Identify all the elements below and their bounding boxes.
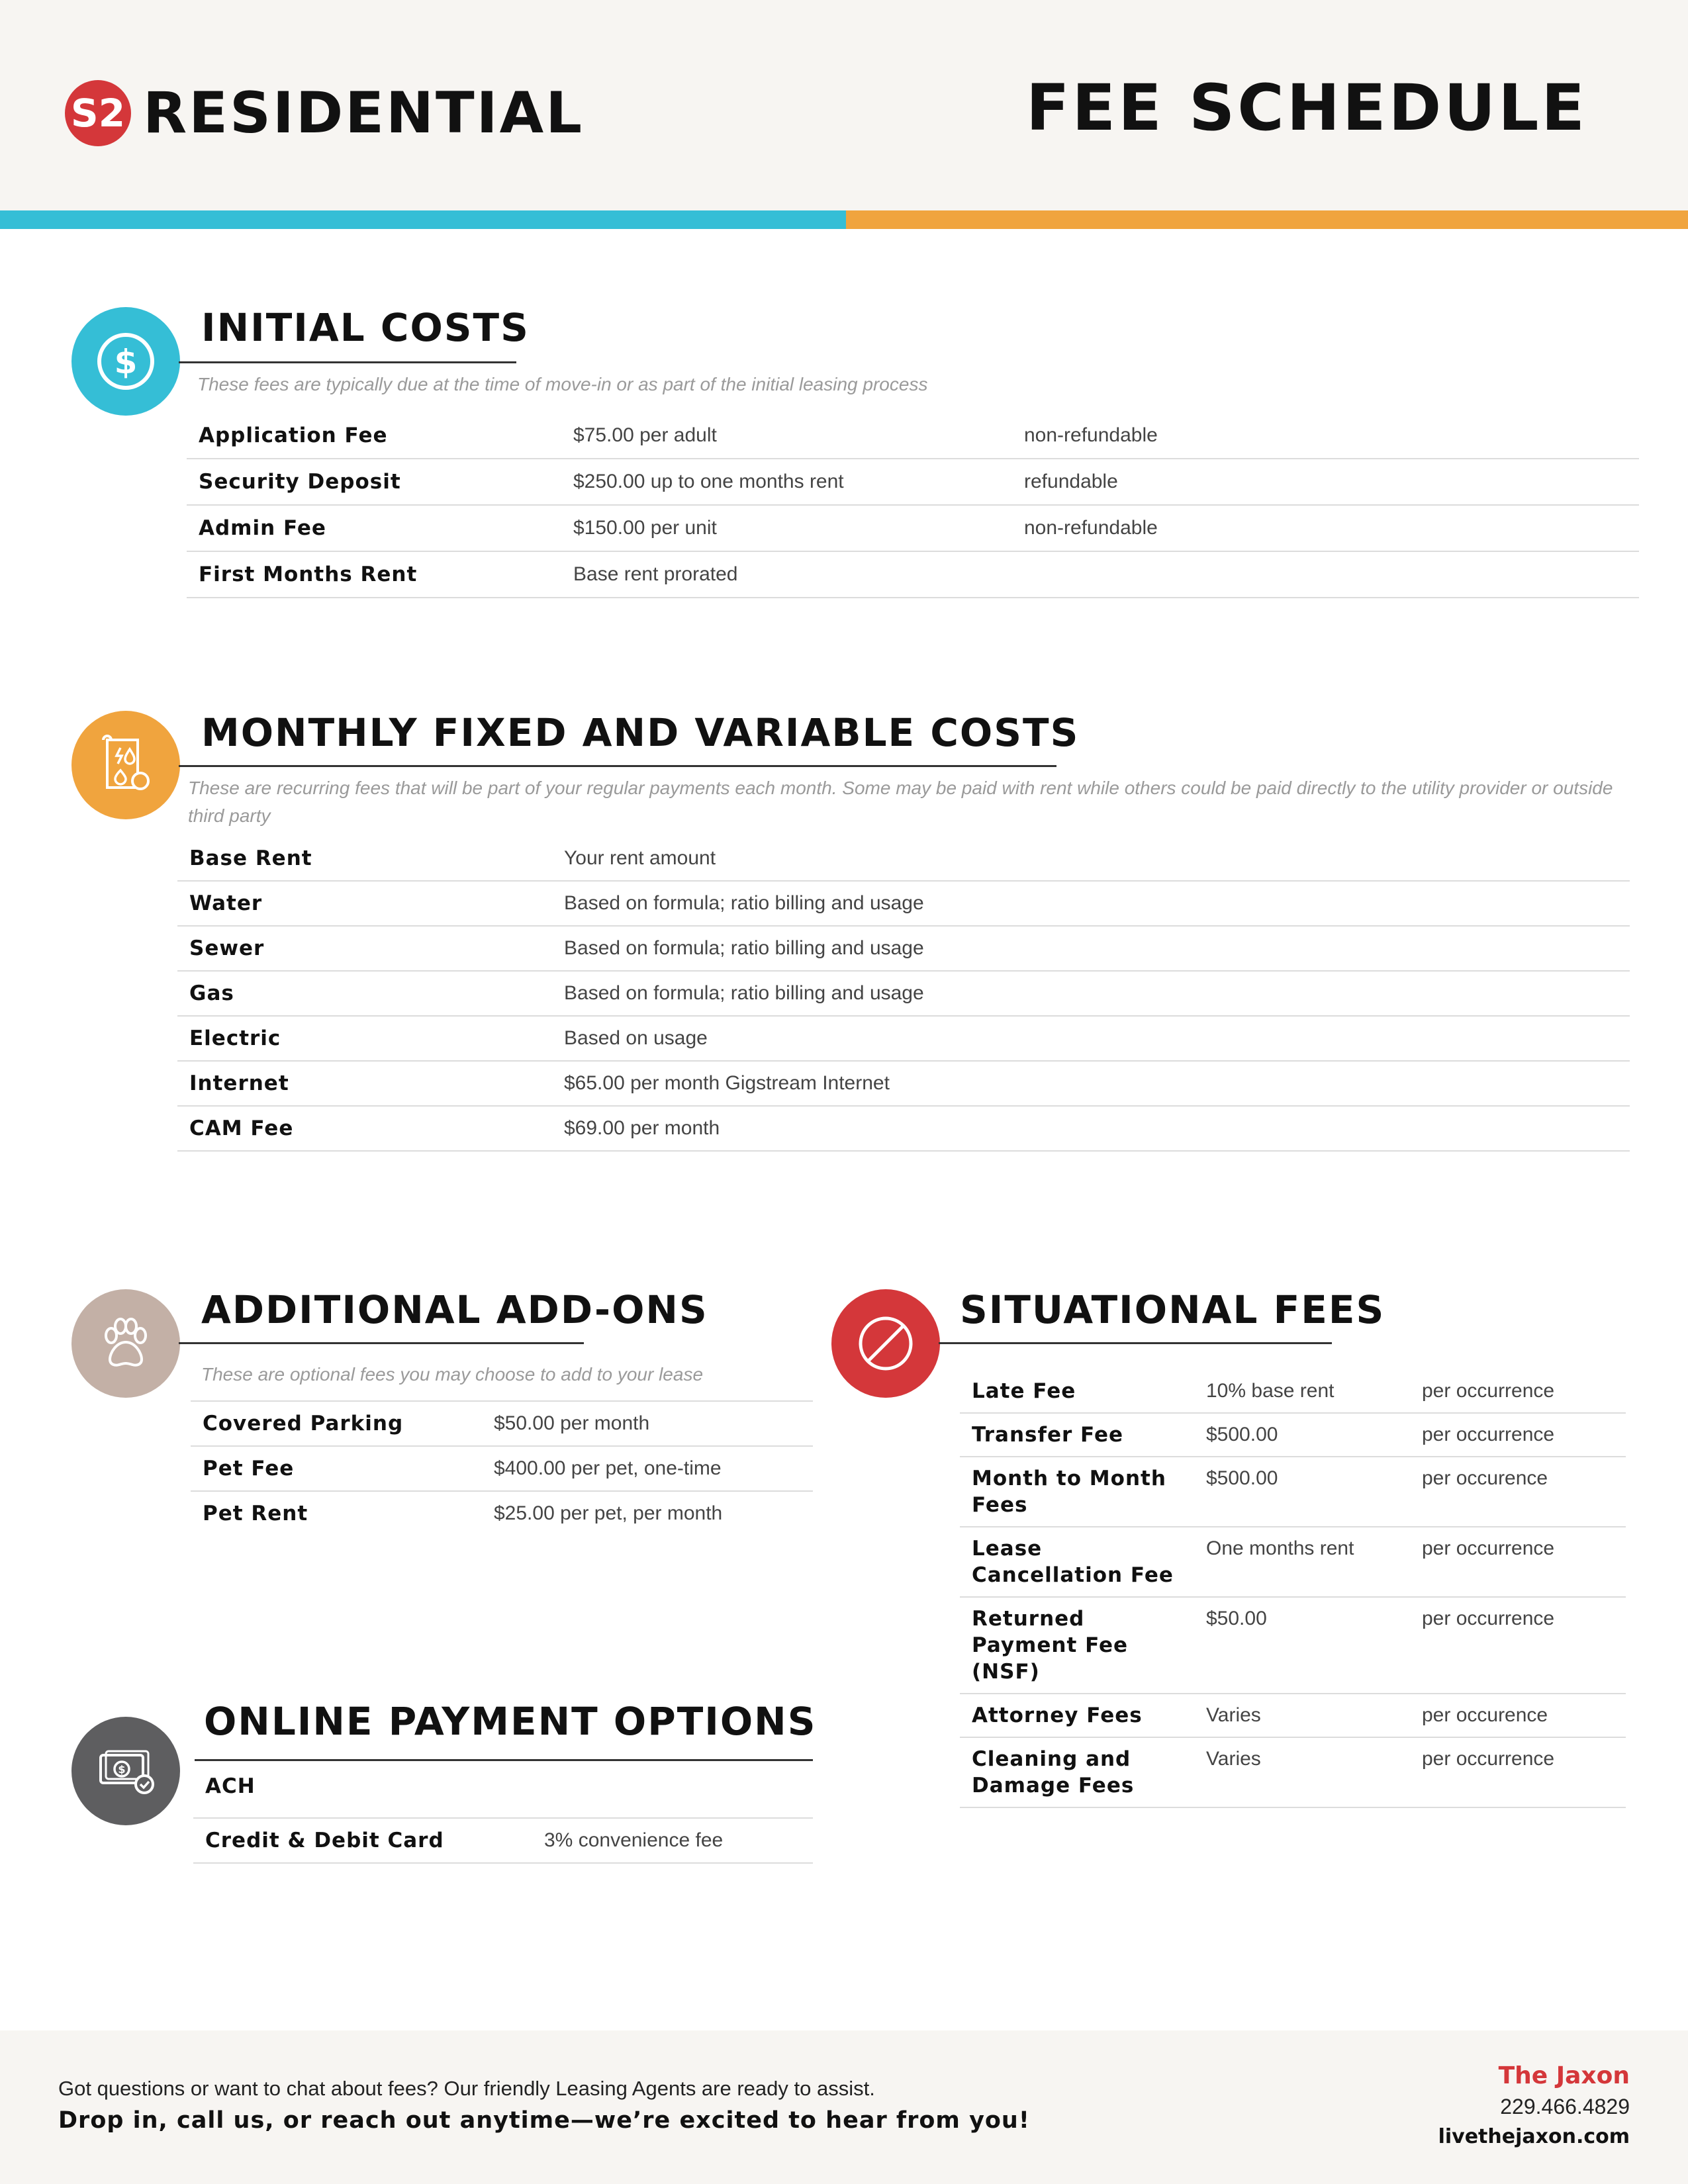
table-row	[960, 1694, 1626, 1737]
header-stripe-orange	[846, 210, 1688, 229]
table-row	[177, 1016, 1630, 1061]
row-amount: $50.00	[1194, 1597, 1410, 1694]
s2-logo-icon	[61, 76, 135, 150]
monthly-costs-title: MONTHLY FIXED AND VARIABLE COSTS	[201, 710, 1080, 755]
row-note: per occurrence	[1410, 1737, 1626, 1807]
paw-icon	[91, 1309, 160, 1378]
row-value: Based on formula; ratio billing and usage	[552, 881, 1630, 926]
initial-costs-rule	[179, 361, 516, 363]
add-ons-badge	[71, 1289, 180, 1398]
table-row	[177, 881, 1630, 926]
row-value: Based on usage	[552, 1016, 1630, 1061]
row-amount: One months rent	[1194, 1527, 1410, 1597]
row-note: refundable	[1012, 459, 1639, 505]
situational-fees-title: SITUATIONAL FEES	[960, 1287, 1385, 1332]
row-label: Security Deposit	[187, 459, 561, 505]
row-label: Application Fee	[187, 413, 561, 459]
row-label: Admin Fee	[187, 505, 561, 551]
table-row	[193, 1764, 813, 1818]
payments-rule	[195, 1759, 813, 1761]
property-name: The Jaxon	[1498, 2062, 1630, 2089]
table-row	[960, 1737, 1626, 1807]
table-row	[177, 926, 1630, 971]
row-label: Cleaning and Damage Fees	[960, 1737, 1194, 1807]
row-value: $65.00 per month Gigstream Internet	[552, 1061, 1630, 1106]
monthly-costs-description: These are recurring fees that will be part of your regular payments each month. Some may be paid with rent while others could be paid directly to the utility provider or outside third party	[188, 778, 1613, 826]
situational-fees-badge	[831, 1289, 940, 1398]
table-row	[960, 1457, 1626, 1527]
table-row	[187, 459, 1639, 505]
table-row	[177, 1106, 1630, 1151]
add-ons-title: ADDITIONAL ADD-ONS	[201, 1287, 708, 1332]
table-row	[960, 1597, 1626, 1694]
row-amount: $75.00 per adult	[561, 413, 1012, 459]
row-value: Based on formula; ratio billing and usage	[552, 971, 1630, 1016]
footer-contact	[1438, 2061, 1630, 2152]
row-note: non-refundable	[1012, 413, 1639, 459]
row-label: Water	[177, 881, 552, 926]
table-row	[187, 413, 1639, 459]
payment-icon	[91, 1737, 160, 1805]
row-label: Attorney Fees	[960, 1694, 1194, 1737]
situational-fees-rule	[939, 1342, 1332, 1344]
svg-text:$: $	[114, 343, 138, 381]
monthly-costs-badge	[71, 711, 180, 819]
table-row	[191, 1401, 813, 1446]
initial-costs-badge	[71, 307, 180, 416]
row-label: Base Rent	[177, 837, 552, 881]
logo-mark-text: S2	[70, 91, 126, 136]
table-row	[177, 1061, 1630, 1106]
table-row	[960, 1527, 1626, 1597]
row-label: ACH	[193, 1764, 532, 1818]
table-row	[177, 837, 1630, 881]
row-amount: Varies	[1194, 1694, 1410, 1737]
utility-bill-icon	[91, 731, 160, 799]
row-amount: $250.00 up to one months rent	[561, 459, 1012, 505]
initial-costs-table	[187, 413, 1639, 598]
table-row	[177, 971, 1630, 1016]
table-row	[191, 1491, 813, 1535]
row-note: non-refundable	[1012, 505, 1639, 551]
table-row	[187, 551, 1639, 598]
row-note: per occurrence	[1410, 1527, 1626, 1597]
monthly-costs-rule	[179, 765, 1056, 767]
header-stripe-blue	[0, 210, 846, 229]
row-label: Credit & Debit Card	[193, 1818, 532, 1863]
table-row	[191, 1446, 813, 1491]
row-label: Gas	[177, 971, 552, 1016]
row-amount: $500.00	[1194, 1413, 1410, 1457]
row-value: Your rent amount	[552, 837, 1630, 881]
row-value: $69.00 per month	[552, 1106, 1630, 1151]
row-value: $400.00 per pet, one-time	[482, 1446, 813, 1491]
footer-question: Got questions or want to chat about fees? Our friendly Leasing Agents are ready to assist.	[58, 2077, 875, 2100]
table-row	[960, 1413, 1626, 1457]
payments-title: ONLINE PAYMENT OPTIONS	[204, 1699, 817, 1744]
row-value	[532, 1764, 813, 1818]
row-note	[1012, 551, 1639, 598]
dollar-icon	[91, 327, 160, 396]
add-ons-rule	[179, 1342, 584, 1344]
row-label: First Months Rent	[187, 551, 561, 598]
payments-badge	[71, 1717, 180, 1825]
row-value: $25.00 per pet, per month	[494, 1502, 723, 1524]
prohibited-icon	[851, 1309, 920, 1378]
row-note: per occurence	[1410, 1457, 1626, 1527]
row-label: Covered Parking	[191, 1401, 482, 1446]
svg-text:$: $	[118, 1763, 126, 1776]
row-label: Internet	[177, 1061, 552, 1106]
phone-number[interactable]: 229.466.4829	[1500, 2095, 1630, 2118]
row-label: Electric	[177, 1016, 552, 1061]
row-value: 3% convenience fee	[532, 1818, 813, 1863]
row-note: per occurrence	[1410, 1413, 1626, 1457]
row-note: per occurence	[1410, 1694, 1626, 1737]
row-label: Month to Month Fees	[960, 1457, 1194, 1527]
page-title: FEE SCHEDULE	[1025, 71, 1587, 145]
table-row	[187, 505, 1639, 551]
monthly-costs-table	[177, 837, 1630, 1152]
website-link[interactable]: livethejaxon.com	[1438, 2125, 1630, 2148]
initial-costs-title: INITIAL COSTS	[201, 305, 530, 350]
row-label: Lease Cancellation Fee	[960, 1527, 1194, 1597]
payments-table	[193, 1764, 813, 1864]
row-label: Sewer	[177, 926, 552, 971]
table-row	[960, 1370, 1626, 1413]
row-value: Based on formula; ratio billing and usage	[552, 926, 1630, 971]
row-label: Late Fee	[960, 1370, 1194, 1413]
row-label: Returned Payment Fee (NSF)	[960, 1597, 1194, 1694]
row-amount: Varies	[1194, 1737, 1410, 1807]
row-note: per occurrence	[1410, 1370, 1626, 1413]
add-ons-description: These are optional fees you may choose to add to your lease	[201, 1364, 704, 1385]
logo-text: RESIDENTIAL	[143, 80, 585, 146]
company-logo	[61, 74, 584, 152]
row-amount: $500.00	[1194, 1457, 1410, 1527]
row-amount: 10% base rent	[1194, 1370, 1410, 1413]
table-row	[193, 1818, 813, 1863]
row-amount: Base rent prorated	[561, 551, 1012, 598]
row-label: Transfer Fee	[960, 1413, 1194, 1457]
footer-call-to-action: Drop in, call us, or reach out anytime—we’re excited to hear from you!	[58, 2107, 1030, 2134]
situational-fees-table	[960, 1370, 1626, 1808]
row-label: CAM Fee	[177, 1106, 552, 1151]
row-label: Pet Fee	[191, 1446, 482, 1491]
row-value: $50.00 per month	[482, 1401, 813, 1446]
row-note: per occurrence	[1410, 1597, 1626, 1694]
add-ons-table	[191, 1400, 813, 1535]
row-label: Pet Rent	[203, 1502, 308, 1525]
initial-costs-description: These fees are typically due at the time of move-in or as part of the initial leasing process	[197, 374, 928, 394]
row-amount: $150.00 per unit	[561, 505, 1012, 551]
